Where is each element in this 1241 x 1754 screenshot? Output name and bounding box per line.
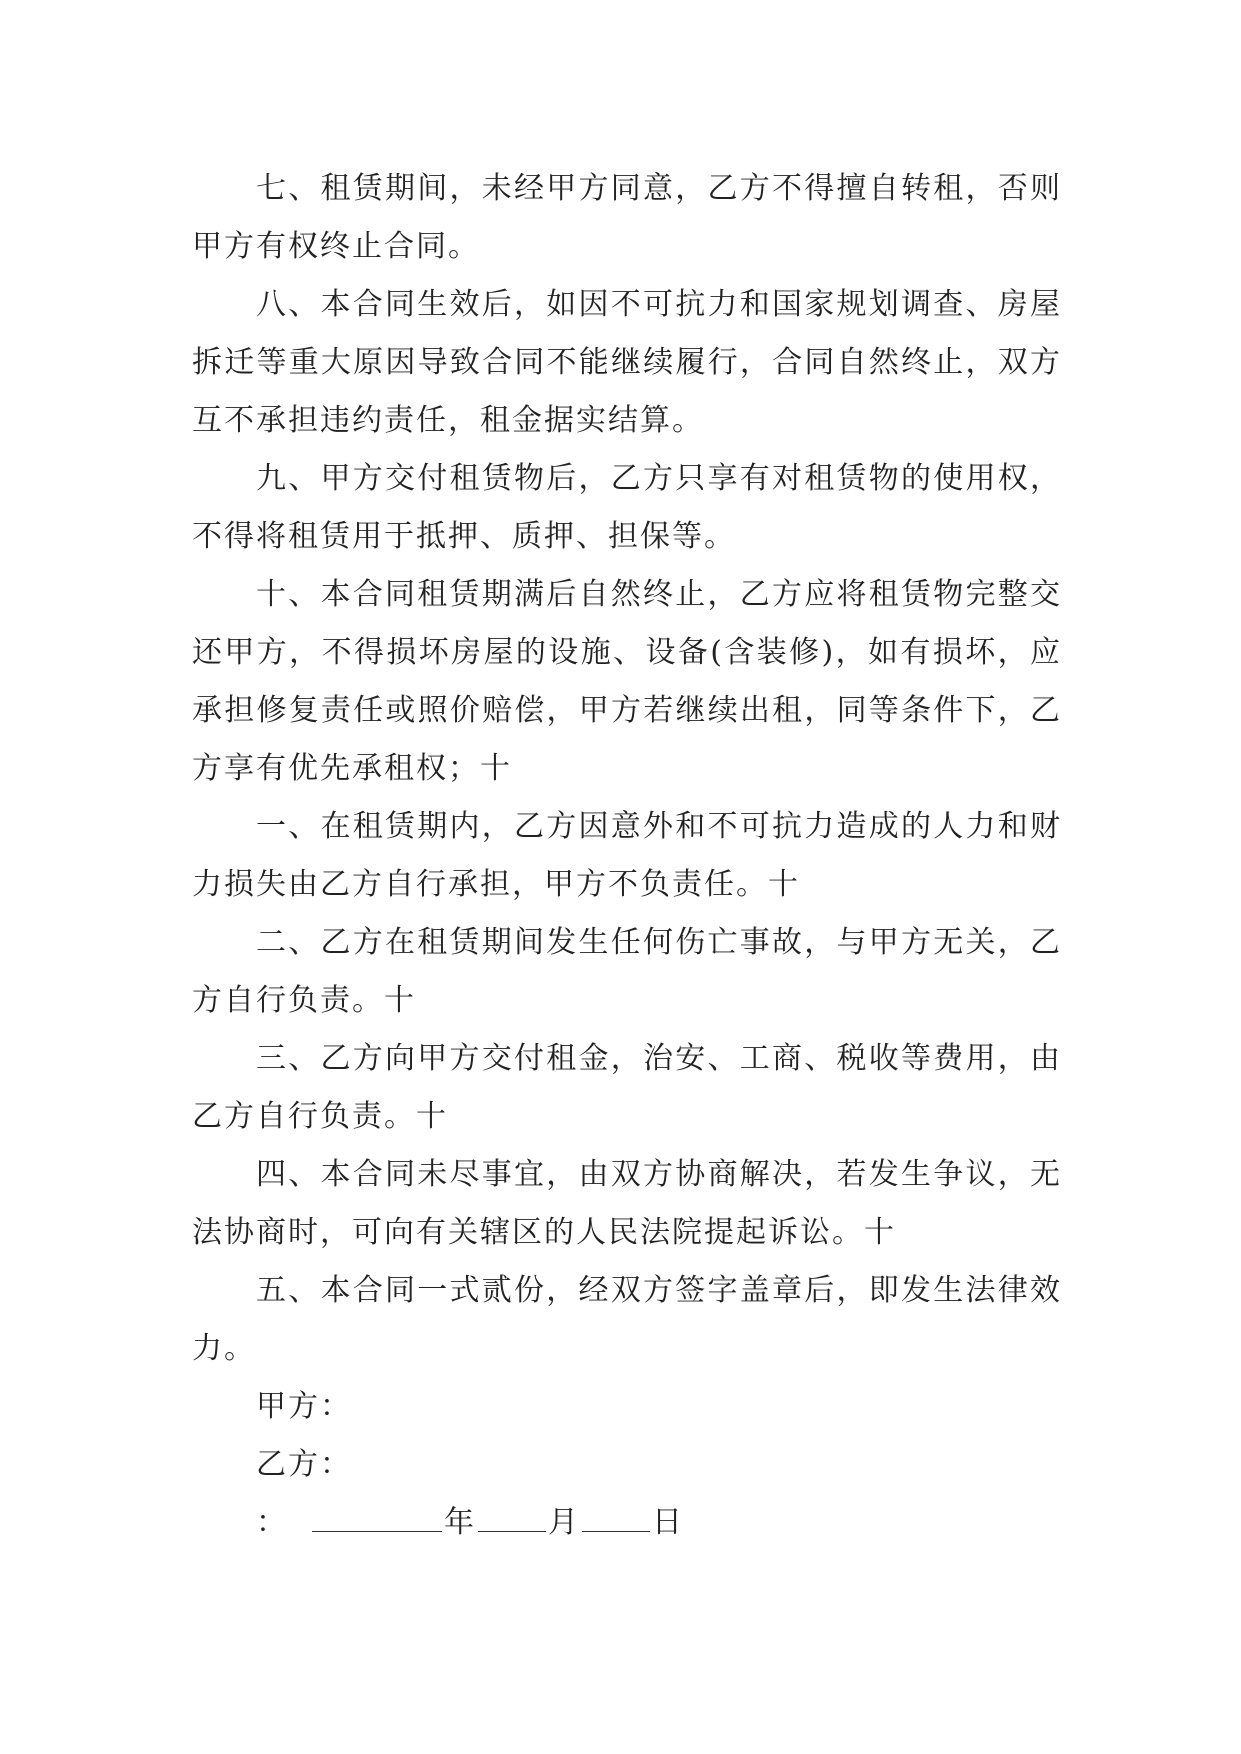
- clause-10: 十、本合同租赁期满后自然终止，乙方应将租赁物完整交还甲方，不得损坏房屋的设施、设备(含装修)，如有损坏，应承担修复责任或照价赔偿，甲方若继续出租，同等条件下，乙方享有优先承租权；十: [192, 577, 1062, 786]
- contract-body: [192, 160, 1062, 1552]
- year-blank: [312, 1501, 442, 1532]
- signing-date: [192, 1494, 1062, 1552]
- month-label: 月: [548, 1505, 580, 1540]
- clause-7: 七、租赁期间，未经甲方同意，乙方不得擅自转租，否则甲方有权终止合同。: [192, 171, 1062, 264]
- clause-8: 八、本合同生效后，如因不可抗力和国家规划调查、房屋拆迁等重大原因导致合同不能继续履行，合同自然终止，双方互不承担违约责任，租金据实结算。: [192, 287, 1062, 438]
- clause-11: 一、在租赁期内，乙方因意外和不可抗力造成的人力和财力损失由乙方自行承担，甲方不负责任。十: [192, 809, 1062, 902]
- day-label: 日: [652, 1505, 684, 1540]
- month-blank: [478, 1501, 546, 1532]
- date-prefix: ：: [256, 1505, 288, 1540]
- year-label: 年: [444, 1505, 476, 1540]
- clause-14: 四、本合同未尽事宜，由双方协商解决，若发生争议，无法协商时，可向有关辖区的人民法院提起诉讼。十: [192, 1157, 1062, 1250]
- party-a-signature: 甲方：: [256, 1389, 352, 1424]
- party-b-signature: 乙方：: [256, 1447, 352, 1482]
- clause-15: 五、本合同一式贰份，经双方签字盖章后，即发生法律效力。: [192, 1273, 1062, 1366]
- clause-12: 二、乙方在租赁期间发生任何伤亡事故，与甲方无关，乙方自行负责。十: [192, 925, 1062, 1018]
- clause-9: 九、甲方交付租赁物后，乙方只享有对租赁物的使用权，不得将租赁用于抵押、质押、担保等。: [192, 461, 1062, 554]
- day-blank: [582, 1501, 650, 1532]
- clause-13: 三、乙方向甲方交付租金，治安、工商、税收等费用，由乙方自行负责。十: [192, 1041, 1062, 1134]
